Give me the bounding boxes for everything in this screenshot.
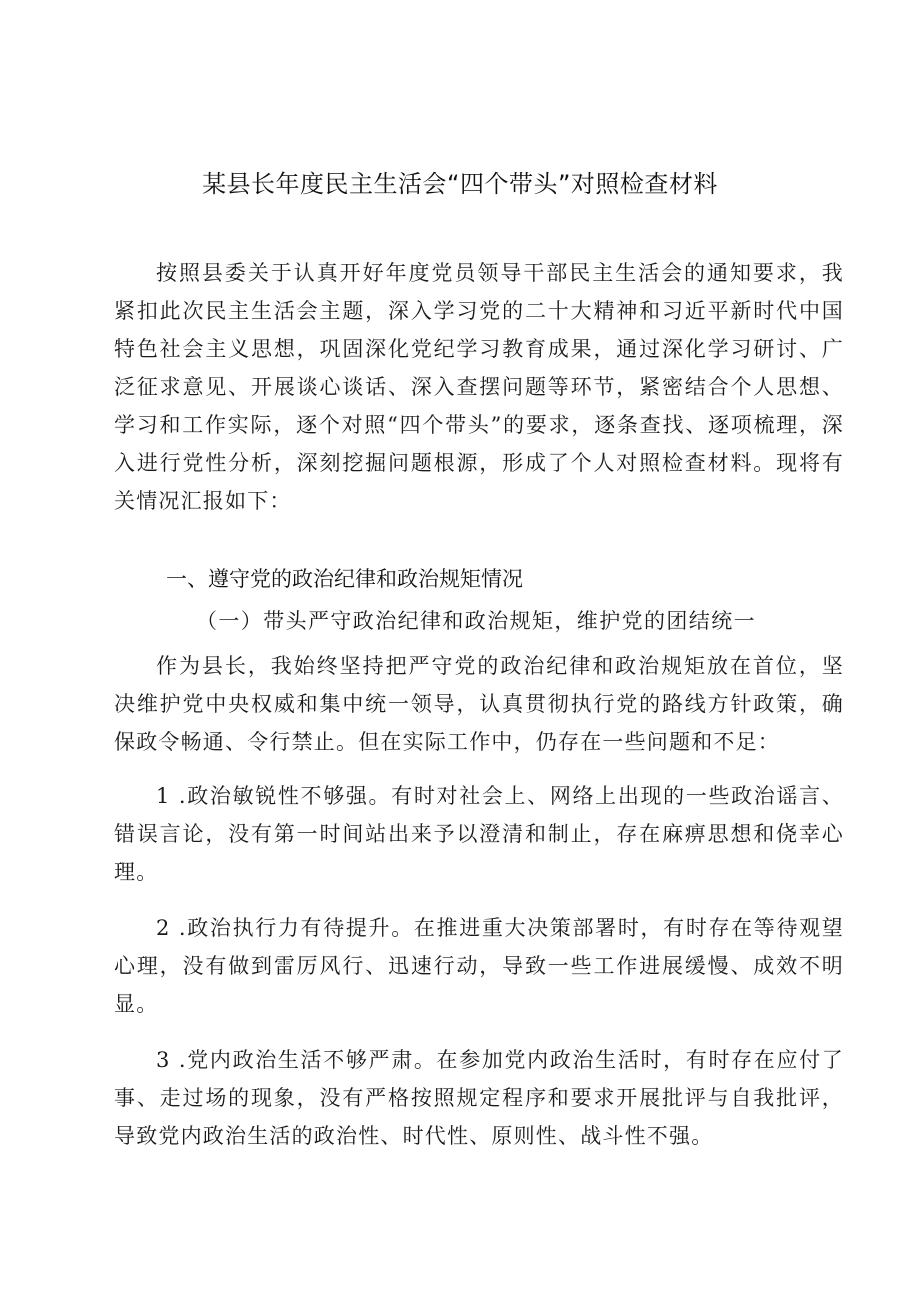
document-title: 某县长年度民主生活会“四个带头”对照检查材料 xyxy=(202,170,718,198)
problem-item: 3 .党内政治生活不够严肃。在参加党内政治生活时，有时存在应付了事、走过场的现象，没有严格按照规定程序和要求开展批评与自我批评，导致党内政治生活的政治性、时代性、原则性、战斗性不强。 xyxy=(114,1048,844,1148)
problem-item: 2 .政治执行力有待提升。在推进重大决策部署时，有时存在等待观望心理，没有做到雷厉风行、迅速行动，导致一些工作进展缓慢、成效不明显。 xyxy=(114,916,844,1016)
section-heading: 一、遵守党的政治纪律和政治规矩情况 xyxy=(166,567,523,591)
problem-item: 1 .政治敏锐性不够强。有时对社会上、网络上出现的一些政治谣言、错误言论，没有第一时间站出来予以澄清和制止，存在麻痹思想和侥幸心理。 xyxy=(114,784,844,884)
intro-paragraph: 按照县委关于认真开好年度党员领导干部民主生活会的通知要求，我紧扣此次民主生活会主题，深入学习党的二十大精神和习近平新时代中国特色社会主义思想，巩固深化党纪学习教育成果，通过深化学习研讨、广泛征求意见、开展谈心谈话、深入查摆问题等环节，紧密结合个人思想、学习和工作实际，逐个对照“四个带头”的要求，逐条查找、逐项梳理，深入进行党性分析，深刻挖掘问题根源，形成了个人对照检查材料。现将有关情况汇报如下： xyxy=(114,261,844,513)
subsection-paragraph: 作为县长，我始终坚持把严守党的政治纪律和政治规矩放在首位，坚决维护党中央权威和集中统一领导，认真贯彻执行党的路线方针政策，确保政令畅通、令行禁止。但在实际工作中，仍存在一些问题和不足： xyxy=(114,654,844,754)
subsection-heading: （一）带头严守政治纪律和政治规矩，维护党的团结统一 xyxy=(196,609,756,633)
